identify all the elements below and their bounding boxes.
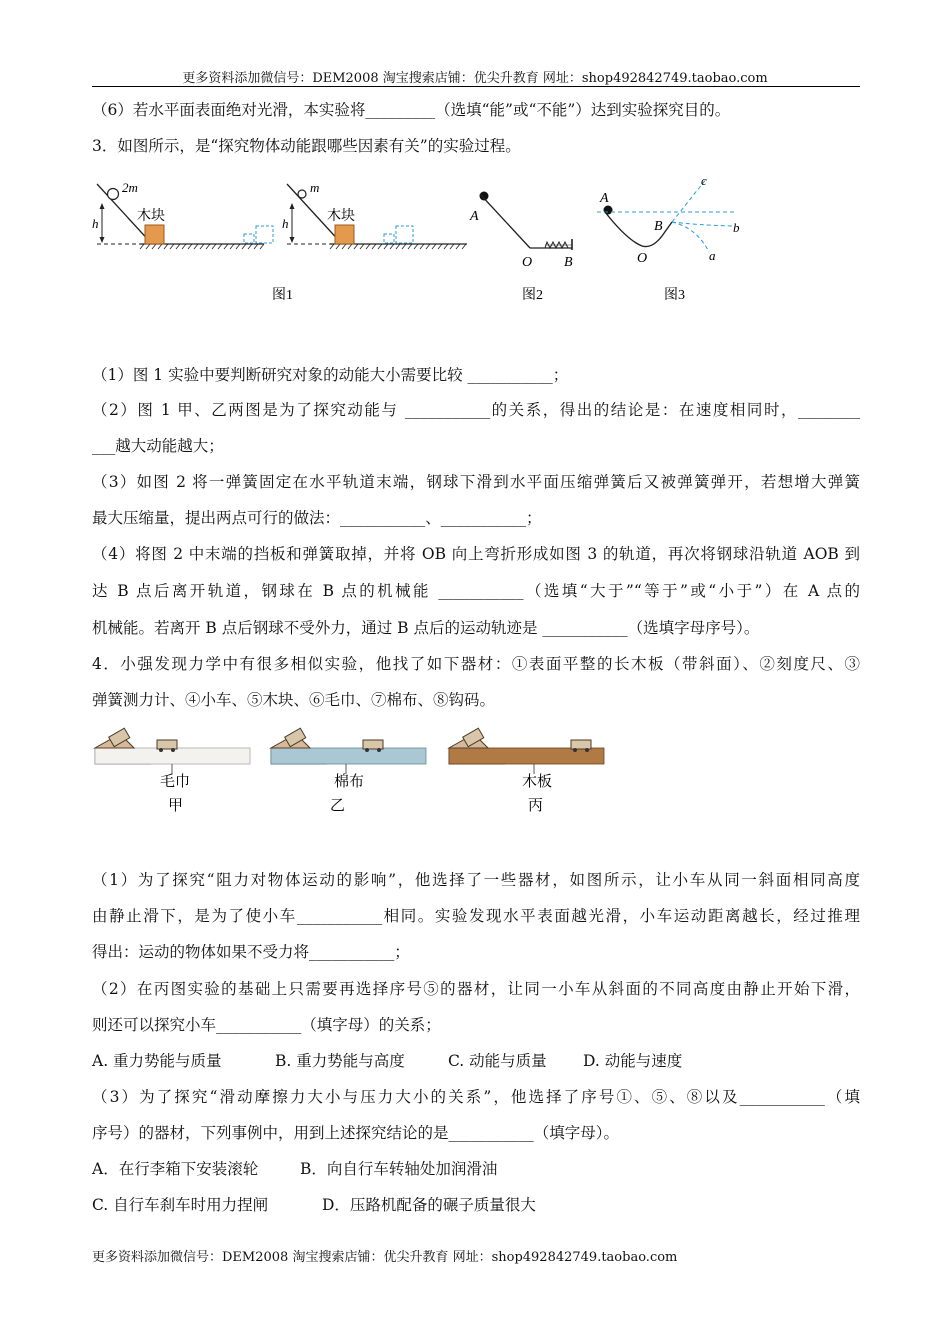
label-bing: 丙	[528, 796, 544, 814]
q3-part1: （1）图 1 实验中要判断研究对象的动能大小需要比较 ___________；	[92, 366, 569, 384]
q4-part3-option-d: D．压路机配备的碾子质量很大	[322, 1196, 536, 1214]
ball-2m	[108, 189, 119, 200]
svg-text:c: c	[701, 173, 707, 188]
q3-part3-cont: 最大压缩量，提出两点可行的做法：___________、___________；	[92, 509, 542, 527]
q4-part2-option-c: C. 动能与质量	[448, 1052, 547, 1070]
label-towel: 毛巾	[160, 772, 191, 790]
surface-cotton	[271, 728, 426, 814]
label-cotton: 棉布	[334, 772, 365, 790]
figure1-right	[282, 180, 467, 249]
svg-text:B: B	[654, 219, 663, 234]
q3-part4: （4）将图 2 中末端的挡板和弹簧取掉，并将 OB 向上弯折形成如图 3 的轨道，再次将钢球沿轨道 AOB 到	[92, 545, 860, 563]
q4-part2: （2）在丙图实验的基础上只需要再选择序号⑤的器材，让同一小车从斜面的不同高度由静止开始下滑，	[92, 980, 860, 998]
svg-text:b: b	[733, 220, 740, 235]
q4-part2-cont: 则还可以探究小车___________（填字母）的关系；	[92, 1016, 441, 1034]
svg-text:O: O	[637, 251, 648, 266]
q4-stem-cont: 弹簧测力计、④小车、⑤木块、⑥毛巾、⑦棉布、⑧钩码。	[92, 691, 496, 709]
label-block: 木块	[137, 209, 165, 224]
q4-part2-option-a: A. 重力势能与质量	[92, 1052, 222, 1070]
caption-fig3: 图3	[664, 288, 685, 303]
q4-part3-option-c: C. 自行车刹车时用力捏闸	[92, 1196, 269, 1214]
q4-part1-cont1: 由静止滑下，是为了使小车___________相同。实验发现水平表面越光滑，小车运动距离越长，经过推理	[92, 907, 860, 925]
q2-part6: （6）若水平面表面绝对光滑，本实验将_________（选填“能”或“不能”）达到实验探究目的。	[92, 101, 731, 119]
q4-part2-option-b: B. 重力势能与高度	[275, 1052, 405, 1070]
q4-stem: 4．小强发现力学中有很多相似实验，他找了如下器材：①表面平整的长木板（带斜面）、②刻度尺、③	[92, 655, 860, 673]
svg-text:O: O	[522, 255, 533, 270]
figure2	[469, 192, 573, 271]
svg-text:B: B	[564, 255, 573, 270]
label-block-2: 木块	[327, 209, 355, 224]
q3-part4-cont1: 达 B 点后离开轨道，钢球在 B 点的机械能 ___________（选填“大于”“等于”或“小于”）在 A 点的	[92, 582, 860, 600]
surface-towel	[95, 728, 250, 814]
surface-wood	[449, 728, 604, 814]
label-yi: 乙	[330, 796, 346, 814]
q4-part3-cont: 序号）的器材，下列事例中，用到上述探究结论的是___________（填字母）。	[92, 1124, 620, 1142]
figure3	[597, 173, 740, 266]
svg-text:A: A	[470, 209, 479, 224]
label-wood: 木板	[522, 772, 553, 790]
label-h: h	[92, 216, 99, 231]
label-2m: 2m	[122, 180, 138, 195]
q3-part4-cont2: 机械能。若离开 B 点后钢球不受外力，通过 B 点后的运动轨迹是 ___________（选填字母序号）。	[92, 619, 760, 637]
q3-stem: 3．如图所示，是“探究物体动能跟哪些因素有关”的实验过程。	[92, 137, 521, 155]
q4-part1: （1）为了探究“阻力对物体运动的影响”，他选择了一些器材，如图所示，让小车从同一斜面相同高度	[92, 871, 860, 889]
q3-figures	[92, 170, 792, 310]
q4-figures	[92, 720, 632, 820]
q4-part3: （3）为了探究“滑动摩擦力大小与压力大小的关系”，他选择了序号①、⑤、⑧以及___________（填	[92, 1088, 860, 1106]
svg-text:a: a	[709, 248, 716, 263]
figure1-left	[92, 180, 273, 249]
label-m: m	[310, 180, 320, 195]
wood-block	[145, 225, 164, 244]
svg-text:A: A	[600, 191, 609, 206]
q3-part2-cont: ___越大动能越大；	[92, 437, 224, 455]
q4-part1-cont2: 得出：运动的物体如果不受力将___________；	[92, 943, 410, 961]
header-divider	[92, 86, 860, 87]
ball-m	[298, 190, 306, 198]
q4-part3-option-b: B．向自行车转轴处加润滑油	[300, 1160, 498, 1178]
caption-fig1: 图1	[272, 288, 293, 303]
label-h2: h	[282, 216, 289, 231]
q4-part3-option-a: A．在行李箱下安装滚轮	[92, 1160, 259, 1178]
q3-part3: （3）如图 2 将一弹簧固定在水平轨道末端，钢球下滑到水平面压缩弹簧后又被弹簧弹开，若想增大弹簧	[92, 473, 860, 491]
page-header: 更多资料添加微信号：DEM2008 淘宝搜索店铺：优尖升教育 网址：shop492842749.taobao.com	[182, 71, 768, 86]
wood-block-2	[335, 225, 354, 244]
caption-fig2: 图2	[522, 288, 543, 303]
q3-part2: （2）图 1 甲、乙两图是为了探究动能与 ___________的关系，得出的结论是：在速度相同时，________	[92, 401, 860, 419]
q4-part2-option-d: D. 动能与速度	[583, 1052, 683, 1070]
label-jia: 甲	[168, 796, 184, 814]
page-footer: 更多资料添加微信号：DEM2008 淘宝搜索店铺：优尖升教育 网址：shop492842749.taobao.com	[92, 1250, 678, 1265]
